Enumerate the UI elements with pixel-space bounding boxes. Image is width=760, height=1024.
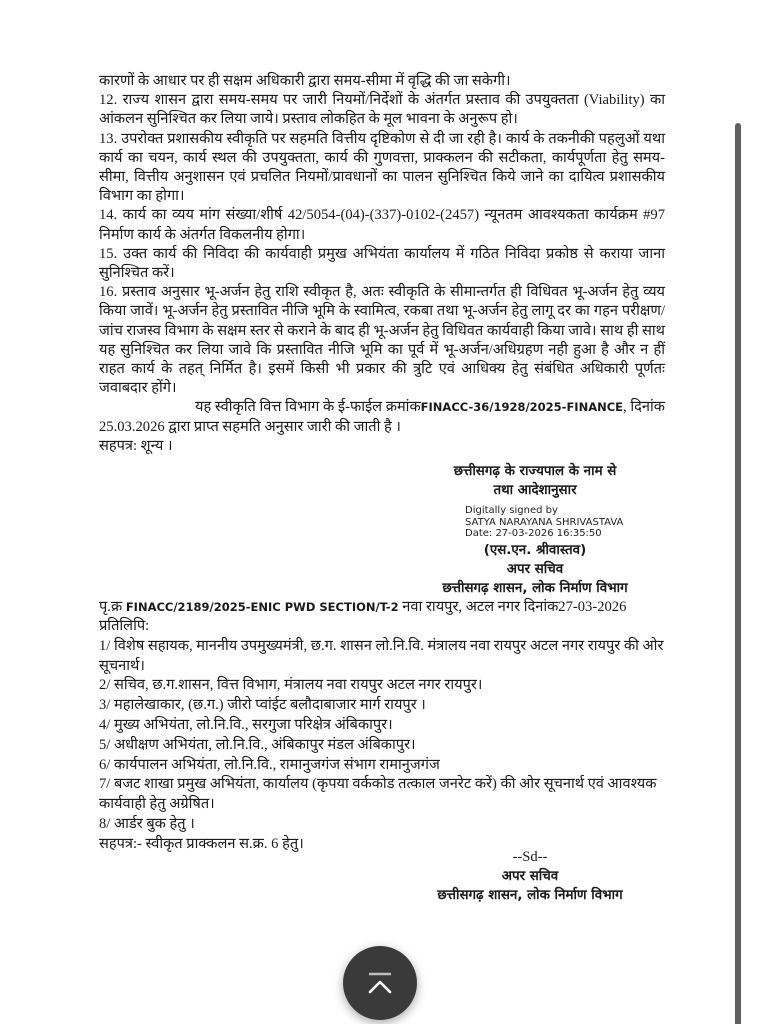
governor-order-line-2: तथा आदेशानुसार [493, 483, 577, 498]
copy-to-item: 4/ मुख्य अभियंता, लो.नि.वि., सरगुजा परिक्षेत्र अंबिकापुर। [99, 716, 393, 733]
paragraph-continuation: कारणों के आधार पर ही सक्षम अधिकारी द्वारा समय-सीमा में वृद्धि की जा सकेगी। [99, 73, 511, 89]
scroll-to-top-button[interactable] [343, 946, 417, 1020]
paragraph-13: 13. उपरोक्त प्रशासकीय स्वीकृति पर सहमति वित्तीय दृष्टिकोण से दी जा रही है। कार्य के तकनीकी पहलुओं यथा कार्य का चयन, कार्य स्थल की उपयुक्तता, कार्य की गुणवत्ता, प्राक्कलन की सटीकता, कार्यपूर्णता हेतु समय-सीमा, वित्तीय अनुशासन एवं प्रचलित नियमों/प्रावधानों का पालन सुनिश्चित किये जाने का दायित्व प्रशासकीय विभाग का होगा। [99, 130, 665, 205]
copy-to-item: 5/ अधीक्षण अभियंता, लो.नि.वि., अंबिकापुर मंडल अंबिकापुर। [99, 736, 416, 753]
paragraph-12: 12. राज्य शासन द्वारा समय-समय पर जारी नियमों/निर्देशों के अंतर्गत प्रस्ताव की उपयुक्तता (Viability) का आंकलन सुनिश्चित कर लिया जाये। प्रस्ताव लोकहित के मूल भावना के अनुरूप हो। [99, 92, 665, 128]
governor-order-block [400, 462, 670, 500]
copy-to-item: 2/ सचिव, छ.ग.शासन, वित्त विभाग, मंत्रालय नवा रायपुर अटल नगर रायपुर। [99, 677, 483, 694]
sd-mark: --Sd-- [512, 849, 548, 865]
approval-suffix: , दिनांक 25.03.2026 द्वारा प्राप्त सहमति अनुसार जारी की जाती है । [99, 399, 665, 435]
footer-signature [400, 848, 660, 905]
copy-to-item: 7/ बजट शाखा प्रमुख अभियंता, कार्यालय (कृपया वर्ककोड तत्काल जनरेट करें) की ओर सूचनार्थ एवं आवश्यक कार्यवाही हेतु अग्रेषित। [99, 776, 657, 813]
copy-to-item: 8/ आर्डर बुक हेतु । [99, 815, 195, 832]
copy-to-enclosure: सहपत्र:- स्वीकृत प्राक्कलन स.क्र. 6 हेतु। [99, 835, 304, 852]
signer-department: छत्तीसगढ़ शासन, लोक निर्माण विभाग [442, 581, 628, 596]
reference-place-date: नवा रायपुर, अटल नगर दिनांक27-03-2026 [402, 599, 627, 615]
digital-signature-name: SATYA NARAYANA SHRIVASTAVA [465, 516, 624, 528]
signer-designation: अपर सचिव [506, 562, 564, 577]
approval-prefix: यह स्वीकृति वित्त विभाग के ई-फाईल क्रमांक [195, 399, 421, 416]
signer-name: (एस.एन. श्रीवास्तव) [483, 543, 587, 558]
copy-to-list [99, 617, 665, 855]
signer-block [400, 541, 670, 598]
footer-designation: अपर सचिव [501, 869, 559, 884]
copy-to-heading: प्रतिलिपि: [99, 618, 150, 634]
digital-signature-date: Date: 27-03-2026 16:35:50 [465, 528, 602, 539]
enclosure-line: सहपत्र: शून्य । [99, 437, 173, 454]
copy-to-item: 1/ विशेष सहायक, माननीय उपमुख्यमंत्री, छ.ग. शासन लो.नि.वि. मंत्रालय नवा रायपुर अटल नगर रायपुर की ओर सूचनार्थ। [99, 637, 664, 674]
reference-line [99, 598, 699, 617]
chevron-up-bar-icon [365, 968, 395, 998]
reference-prefix: पृ.क्र [99, 599, 123, 615]
reference-number: FINACC/2189/2025-ENIC PWD SECTION/T-2 [125, 600, 399, 614]
paragraph-16: 16. प्रस्ताव अनुसार भू-अर्जन हेतु राशि स्वीकृत है, अतः स्वीकृति के सीमान्तर्गत ही विधिवत भू-अर्जन हेतु व्यय किया जावें। भू-अर्जन हेतु प्रस्तावित नीजि भूमि के स्वामित्व, रकबा तथा भू-अर्जन हेतु लागू दर का गहन परीक्षण/जांच राजस्व विभाग के सक्षम स्तर से कराने के बाद ही भू-अर्जन हेतु विधिवत कार्यवाही किया जावे। साथ ही साथ यह सुनिश्चित कर लिया जावे कि प्रस्तावित नीजि भूमि का पूर्व में भू-अर्जन/अधिग्रहण नही हुआ है और न हीं राहत कार्य के तहत् निर्मित है। इसमें किसी भी प्रकार की त्रुटि एवं आधिक्य हेतु संबंधित अधिकारी पूर्णतः जवाबदार होंगे। [99, 284, 665, 397]
paragraph-14: 14. कार्य का व्यय मांग संख्या/शीर्ष 42/5054-(04)-(337)-0102-(2457) न्यूनतम आवश्यकता कार्यक्रम #97 निर्माण कार्य के अंतर्गत विकलनीय होगा। [99, 207, 665, 243]
document-body [99, 72, 665, 456]
digital-signature-label: Digitally signed by [465, 505, 558, 516]
copy-to-item: 6/ कार्यपालन अभियंता, लो.नि.वि., रामानुजगंज संभाग रामानुजगंज [99, 756, 440, 773]
governor-order-line-1: छत्तीसगढ़ के राज्यपाल के नाम से [453, 464, 617, 479]
approval-statement [99, 398, 665, 436]
efile-number: FINACC-36/1928/2025-FINANCE [420, 400, 624, 415]
paragraph-15: 15. उक्त कार्य की निविदा की कार्यवाही प्रमुख अभियंता कार्यालय में गठित निविदा प्रकोष्ठ से कराया जाना सुनिश्चित करें। [99, 245, 665, 282]
vertical-scrollbar[interactable] [735, 123, 741, 1024]
digital-signature [465, 505, 623, 540]
footer-department: छत्तीसगढ़ शासन, लोक निर्माण विभाग [437, 888, 623, 903]
copy-to-item: 3/ महालेखाकार, (छ.ग.) जीरो प्वांईट बलौदाबाजार मार्ग रायपुर । [99, 697, 426, 714]
